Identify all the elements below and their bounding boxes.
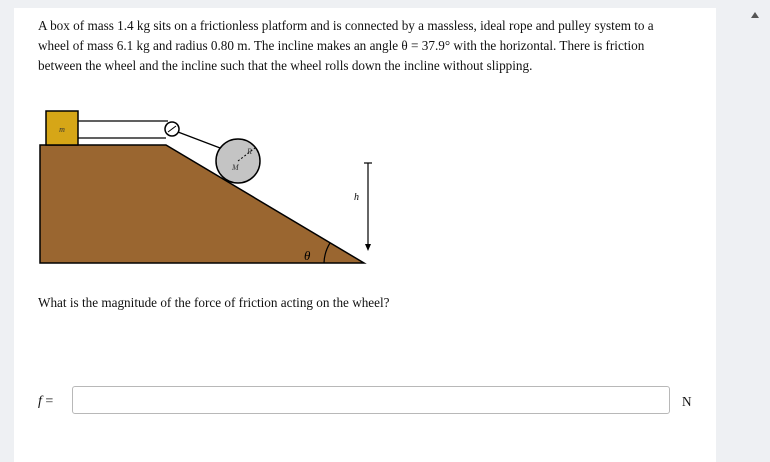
scroll-up-icon[interactable] bbox=[751, 12, 759, 18]
problem-line-2: wheel of mass 6.1 kg and radius 0.80 m. The incline makes an angle θ = 37.9° with the horizontal. There is friction bbox=[38, 38, 645, 53]
answer-variable: f bbox=[38, 394, 42, 409]
problem-statement bbox=[38, 16, 688, 76]
question-card bbox=[14, 8, 716, 462]
angle-label: θ bbox=[304, 248, 311, 263]
incline-diagram bbox=[38, 108, 388, 278]
height-label: h bbox=[354, 192, 359, 203]
height-arrowhead bbox=[365, 244, 371, 251]
radius-label: R bbox=[247, 147, 252, 156]
box-label: m bbox=[59, 125, 65, 134]
answer-unit: N bbox=[682, 394, 692, 409]
answer-label bbox=[38, 394, 53, 410]
answer-input[interactable] bbox=[72, 386, 670, 414]
incline-platform bbox=[40, 145, 364, 263]
problem-line-1: A box of mass 1.4 kg sits on a frictionless platform and is connected by a massless, ideal rope and pulley system to a bbox=[38, 18, 654, 33]
answer-equals: = bbox=[45, 394, 54, 409]
scrollbar[interactable] bbox=[742, 0, 770, 462]
wheel-mass-label: M bbox=[232, 163, 239, 172]
question-text: What is the magnitude of the force of friction acting on the wheel? bbox=[38, 295, 390, 310]
problem-line-3: between the wheel and the incline such that the wheel rolls down the incline without slipping. bbox=[38, 58, 533, 73]
